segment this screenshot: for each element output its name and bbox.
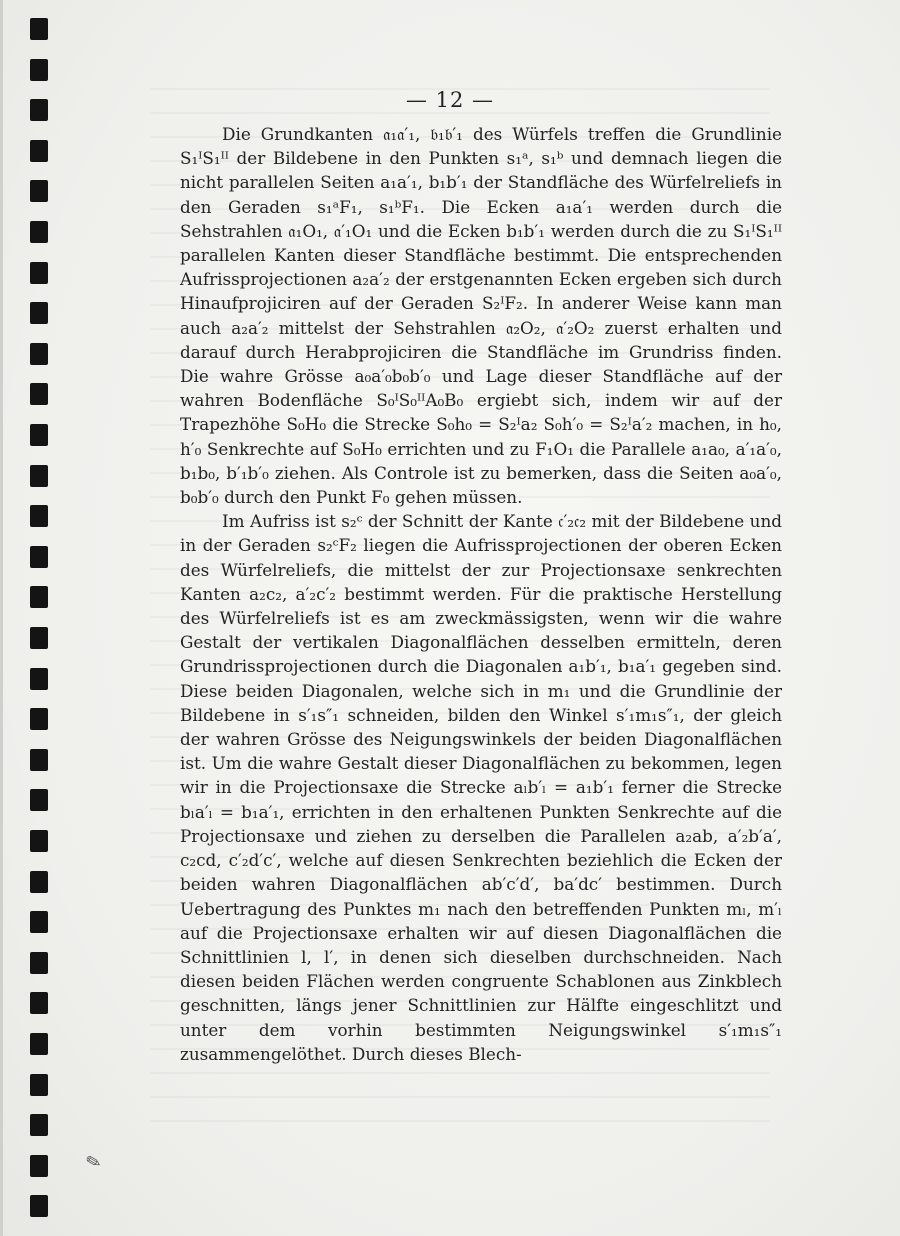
binding-hole	[30, 505, 48, 527]
binding-hole	[30, 668, 48, 690]
binding-hole	[30, 383, 48, 405]
binding-hole	[30, 911, 48, 933]
paragraph-2: Im Aufriss ist s₂ᶜ der Schnitt der Kante 𝔠′₂𝔠₂ mit der Bildebene und in der Geraden s₂ᶜF₂ liegen die Aufrissprojectionen der oberen Ecken des Würfelreliefs, die mittelst der zur Projectionsaxe senkrechten Kanten a₂c₂, a′₂c′₂ bestimmt werden. Für die praktische Herstellung des Würfelreliefs ist es am zweckmässigsten, wenn wir die wahre Gestalt der vertikalen Diagonalflächen desselben ermitteln, deren Grundrissprojectionen durch die Diagonalen a₁b′₁, b₁a′₁ gegeben sind. Diese beiden Diagonalen, welche sich in m₁ und die Grundlinie der Bildebene in s′₁s″₁ schneiden, bilden den Winkel s′₁m₁s″₁, der gleich der wahren Grösse des Neigungswinkels der beiden Diagonalflächen ist. Um die wahre Gestalt dieser Diagonalflächen zu bekommen, legen wir in die Projectionsaxe die Strecke aₗb′ₗ = a₁b′₁ ferner die Strecke bₗa′ₗ = b₁a′₁, errichten in den erhaltenen Punkten Senkrechte auf die Projectionsaxe und ziehen zu derselben die Parallelen a₂ab, a′₂b′a′, c₂cd, c′₂d′c′, welche auf diesen Senkrechten beziehlich die Ecken der beiden wahren Diagonalflächen ab′c′d′, ba′dc′ bestimmen. Durch Uebertragung des Punktes m₁ nach den betreffenden Punkten mₗ, m′ₗ auf die Projectionsaxe erhalten wir auf diesen Diagonalflächen die Schnittlinien l, l′, in denen sich dieselben durchschneiden. Nach diesen beiden Flächen werden congruente Schablonen aus Zinkblech geschnitten, längs jener Schnittlinien zur Hälfte eingeschlitzt und unter dem vorhin bestimmten Neigungswinkel s′₁m₁s″₁ zusammengelöthet. Durch dieses Blech-	[180, 511, 782, 1064]
binding-hole	[30, 221, 48, 243]
binding-hole	[30, 1074, 48, 1096]
page-edge	[0, 0, 3, 1236]
binding-hole	[30, 302, 48, 324]
paragraph-1: Die Grundkanten 𝔞₁𝔞′₁, 𝔟₁𝔟′₁ des Würfels treffen die Grundlinie S₁ᴵS₁ᴵᴵ der Bildebene in den Punkten s₁ᵃ, s₁ᵇ und demnach liegen die nicht parallelen Seiten a₁a′₁, b₁b′₁ der Standfläche des Würfelreliefs in den Geraden s₁ᵃF₁, s₁ᵇF₁. Die Ecken a₁a′₁ werden durch die Sehstrahlen 𝔞₁O₁, 𝔞′₁O₁ und die Ecken b₁b′₁ werden durch die zu S₁ᴵS₁ᴵᴵ parallelen Kanten dieser Standfläche bestimmt. Die entsprechenden Aufrissprojectionen a₂a′₂ der erstgenannten Ecken ergeben sich durch Hinaufprojiciren auf der Geraden S₂ᴵF₂. In anderer Weise kann man auch a₂a′₂ mittelst der Sehstrahlen 𝔞₂O₂, 𝔞′₂O₂ zuerst erhalten und darauf durch Herabprojiciren die Standfläche im Grundriss finden. Die wahre Grösse a₀a′₀b₀b′₀ und Lage dieser Standfläche auf der wahren Bodenfläche S₀ᴵS₀ᴵᴵA₀B₀ ergiebt sich, indem wir auf der Trapezhöhe S₀H₀ die Strecke S₀h₀ = S₂ᴵa₂ S₀h′₀ = S₂ᴵa′₂ machen, in h₀, h′₀ Senkrechte auf S₀H₀ errichten und zu F₁O₁ die Parallele a₁a₀, a′₁a′₀, b₁b₀, b′₁b′₀ ziehen. Als Controle ist zu bemerken, dass die Seiten a₀a′₀, b₀b′₀ durch den Punkt F₀ gehen müssen.	[180, 124, 782, 508]
binding-hole	[30, 424, 48, 446]
binding-hole	[30, 789, 48, 811]
binding-hole	[30, 586, 48, 608]
binding-hole	[30, 992, 48, 1014]
binding-hole	[30, 749, 48, 771]
spiral-binding	[0, 0, 60, 1236]
binding-hole	[30, 262, 48, 284]
binding-hole	[30, 1195, 48, 1217]
binding-hole	[30, 180, 48, 202]
binding-hole	[30, 952, 48, 974]
binding-hole	[30, 140, 48, 162]
binding-hole	[30, 18, 48, 40]
binding-hole	[30, 1033, 48, 1055]
binding-hole	[30, 627, 48, 649]
body-text	[180, 122, 782, 1066]
binding-hole	[30, 343, 48, 365]
page-number: — 12 —	[405, 88, 495, 112]
binding-hole	[30, 1114, 48, 1136]
binding-hole	[30, 708, 48, 730]
binding-hole	[30, 546, 48, 568]
ink-smudge-icon: ✎	[83, 1150, 104, 1175]
binding-hole	[30, 465, 48, 487]
binding-hole	[30, 59, 48, 81]
binding-hole	[30, 830, 48, 852]
binding-hole	[30, 1155, 48, 1177]
binding-hole	[30, 871, 48, 893]
